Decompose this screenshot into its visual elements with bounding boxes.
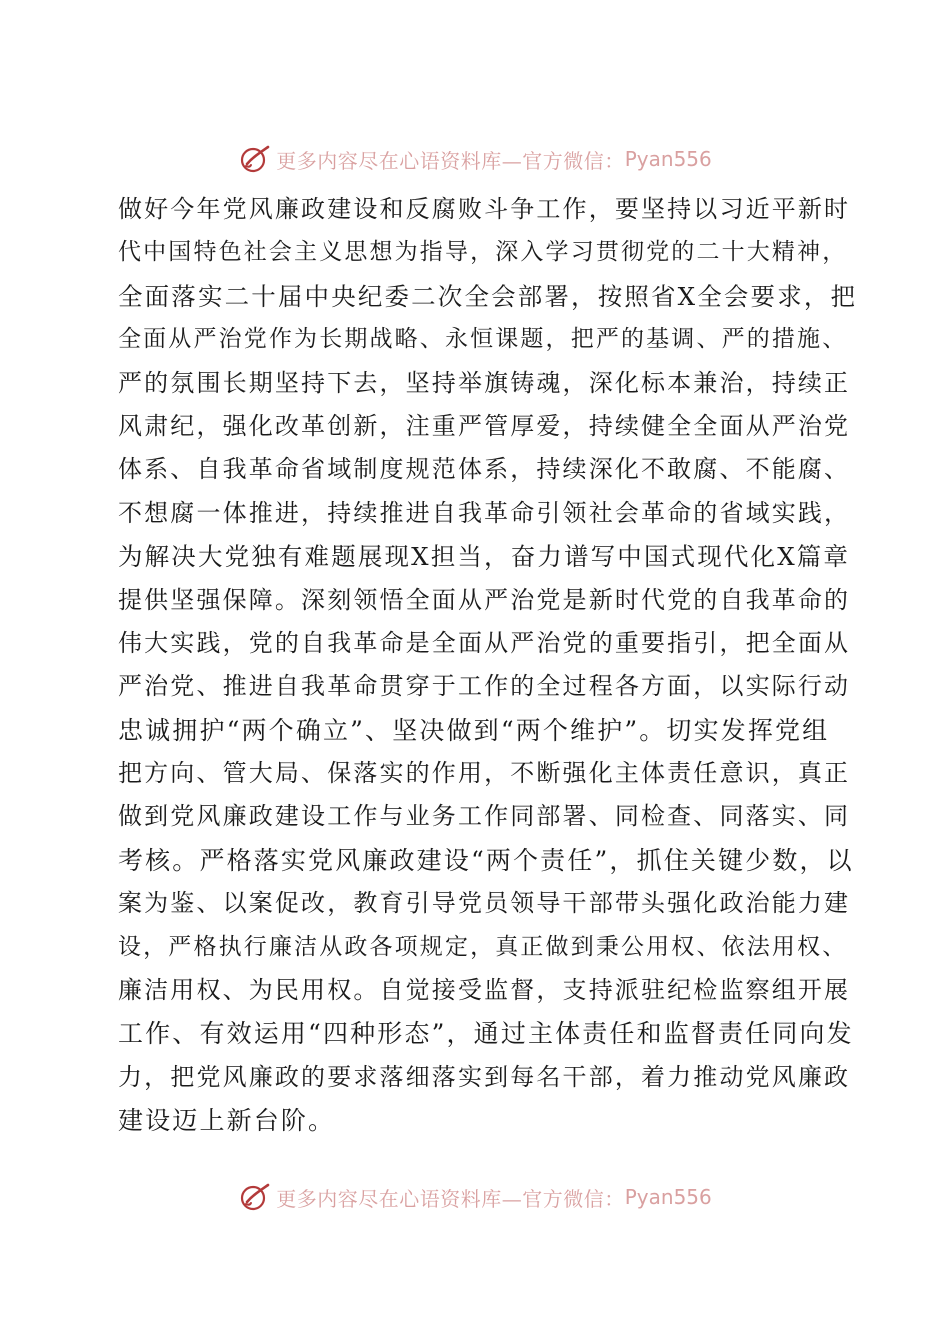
paragraph-line: 工作、有效运用“四种形态”，通过主体责任和监督责任同向发 bbox=[118, 1019, 854, 1049]
brush-logo-icon bbox=[238, 142, 272, 176]
paragraph-line: 力，把党风廉政的要求落细落实到每名干部，着力推动党风廉政 bbox=[118, 1062, 851, 1091]
paragraph-line: 设，严格执行廉洁从政各项规定，真正做到秉公用权、依法用权、 bbox=[118, 933, 848, 960]
paragraph-line: 为解决大党独有难题展现X担当，奋力谱写中国式现代化X篇章 bbox=[118, 542, 851, 572]
paragraph-line: 全面落实二十届中央纪委二次全会部署，按照省X全会要求，把 bbox=[118, 281, 858, 311]
paragraph-line: 提供坚强保障。深刻领悟全面从严治党是新时代党的自我革命的 bbox=[118, 585, 851, 614]
watermark-text: 更多内容尽在心语资料库—官方微信： bbox=[276, 148, 625, 173]
watermark-wechat-id: Pyan556 bbox=[624, 147, 712, 171]
paragraph-line: 风肃纪，强化改革创新，注重严管厚爱，持续健全全面从严治党 bbox=[118, 411, 851, 440]
paragraph-line: 严的氛围长期坚持下去，坚持举旗铸魂，深化标本兼治，持续正 bbox=[118, 368, 851, 397]
paragraph-line: 伟大实践，党的自我革命是全面从严治党的重要指引，把全面从 bbox=[118, 628, 851, 657]
watermark-footer bbox=[0, 1177, 950, 1217]
paragraph-line: 严治党、推进自我革命贯穿于工作的全过程各方面，以实际行动 bbox=[118, 672, 851, 701]
paragraph-line: 做到党风廉政建设工作与业务工作同部署、同检查、同落实、同 bbox=[118, 802, 851, 831]
paragraph-line: 建设迈上新台阶。 bbox=[118, 1106, 336, 1136]
body-paragraph bbox=[118, 188, 858, 1143]
watermark-text: 更多内容尽在心语资料库—官方微信： bbox=[276, 1186, 625, 1211]
brush-logo-icon bbox=[238, 1180, 272, 1214]
paragraph-line: 廉洁用权、为民用权。自觉接受监督，支持派驻纪检监察组开展 bbox=[118, 976, 851, 1005]
paragraph-line: 全面从严治党作为长期战略、永恒课题，把严的基调、严的措施、 bbox=[118, 326, 848, 353]
paragraph-line: 考核。严格落实党风廉政建设“两个责任”，抓住关键少数，以 bbox=[118, 845, 854, 875]
paragraph-line: 代中国特色社会主义思想为指导，深入学习贯彻党的二十大精神， bbox=[118, 239, 848, 266]
paragraph-line: 不想腐一体推进，持续推进自我革命引领社会革命的省域实践， bbox=[118, 498, 851, 527]
paragraph-line: 做好今年党风廉政建设和反腐败斗争工作，要坚持以习近平新时 bbox=[118, 195, 851, 223]
paragraph-line: 忠诚拥护“两个确立”、坚决做到“两个维护”。切实发挥党组 bbox=[118, 715, 830, 745]
paragraph-line: 把方向、管大局、保落实的作用，不断强化主体责任意识，真正 bbox=[118, 759, 851, 788]
watermark-wechat-id: Pyan556 bbox=[624, 1185, 712, 1209]
paragraph-line: 案为鉴、以案促改，教育引导党员领导干部带头强化政治能力建 bbox=[118, 889, 851, 918]
paragraph-line: 体系、自我革命省域制度规范体系，持续深化不敢腐、不能腐、 bbox=[118, 455, 851, 484]
watermark-header bbox=[0, 139, 950, 179]
